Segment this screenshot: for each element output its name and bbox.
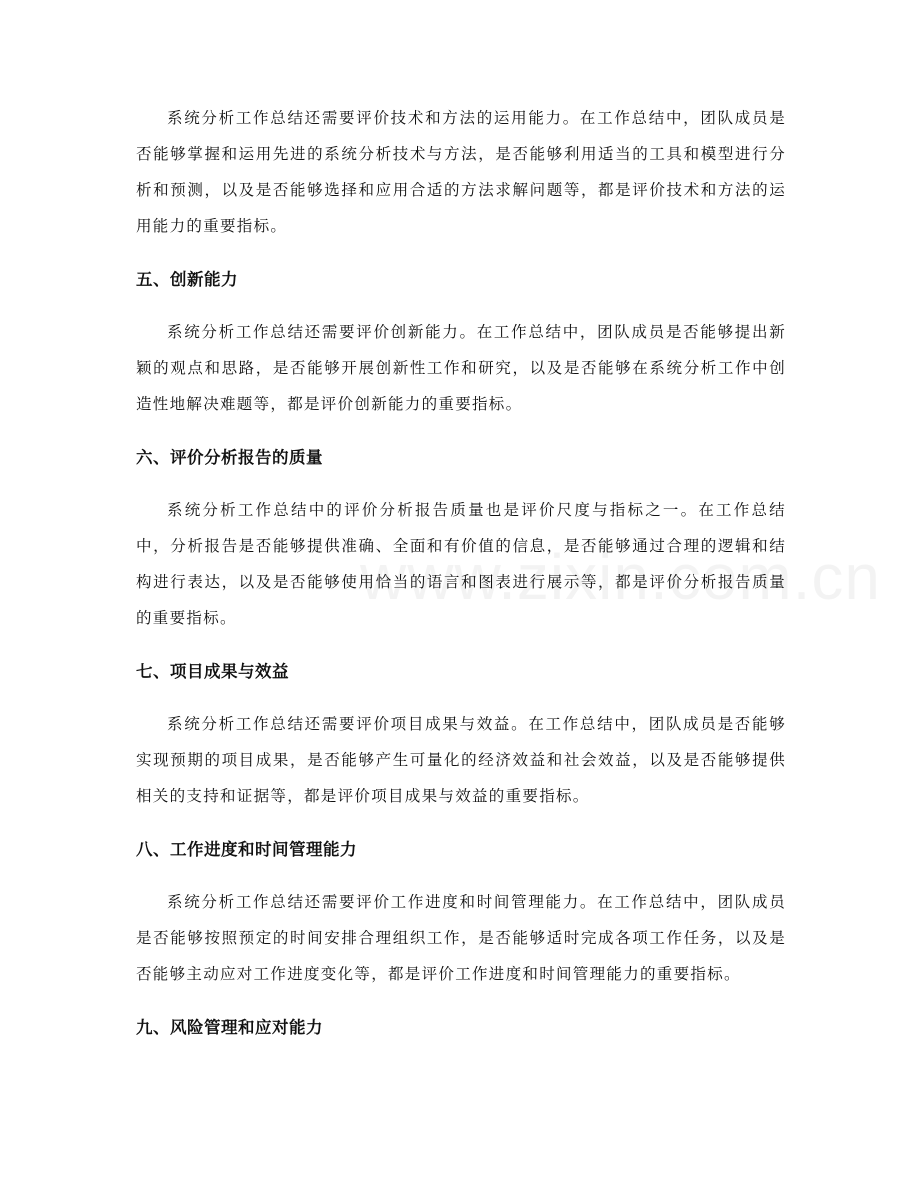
section-heading-7: 七、项目成果与效益 bbox=[136, 662, 289, 681]
section-paragraph-8: 系统分析工作总结还需要评价工作进度和时间管理能力。在工作总结中，团队成员是否能够按照预定的时间安排合理组织工作，是否能够适时完成各项工作任务，以及是否能够主动应对工作进度变化等，都是评价工作进度和时间管理能力的重要指标。 bbox=[136, 893, 786, 983]
intro-paragraph: 系统分析工作总结还需要评价技术和方法的运用能力。在工作总结中，团队成员是否能够掌握和运用先进的系统分析技术与方法，是否能够利用适当的工具和模型进行分析和预测，以及是否能够选择和应用合适的方法求解问题等，都是评价技术和方法的运用能力的重要指标。 bbox=[136, 109, 786, 235]
section-heading-5: 五、创新能力 bbox=[136, 270, 238, 289]
section-paragraph-6: 系统分析工作总结中的评价分析报告质量也是评价尺度与指标之一。在工作总结中，分析报告是否能够提供准确、全面和有价值的信息，是否能够通过合理的逻辑和结构进行表达，以及是否能够使用恰当的语言和图表进行展示等，都是评价分析报告质量的重要指标。 bbox=[136, 501, 786, 627]
document-body bbox=[136, 100, 786, 1062]
section-heading-6: 六、评价分析报告的质量 bbox=[136, 448, 323, 467]
section-heading-9: 九、风险管理和应对能力 bbox=[136, 1018, 323, 1037]
section-heading-8: 八、工作进度和时间管理能力 bbox=[136, 840, 357, 859]
section-paragraph-7: 系统分析工作总结还需要评价项目成果与效益。在工作总结中，团队成员是否能够实现预期的项目成果，是否能够产生可量化的经济效益和社会效益，以及是否能够提供相关的支持和证据等，都是评价项目成果与效益的重要指标。 bbox=[136, 715, 786, 805]
section-paragraph-5: 系统分析工作总结还需要评价创新能力。在工作总结中，团队成员是否能够提出新颖的观点和思路，是否能够开展创新性工作和研究，以及是否能够在系统分析工作中创造性地解决难题等，都是评价创新能力的重要指标。 bbox=[136, 323, 786, 413]
